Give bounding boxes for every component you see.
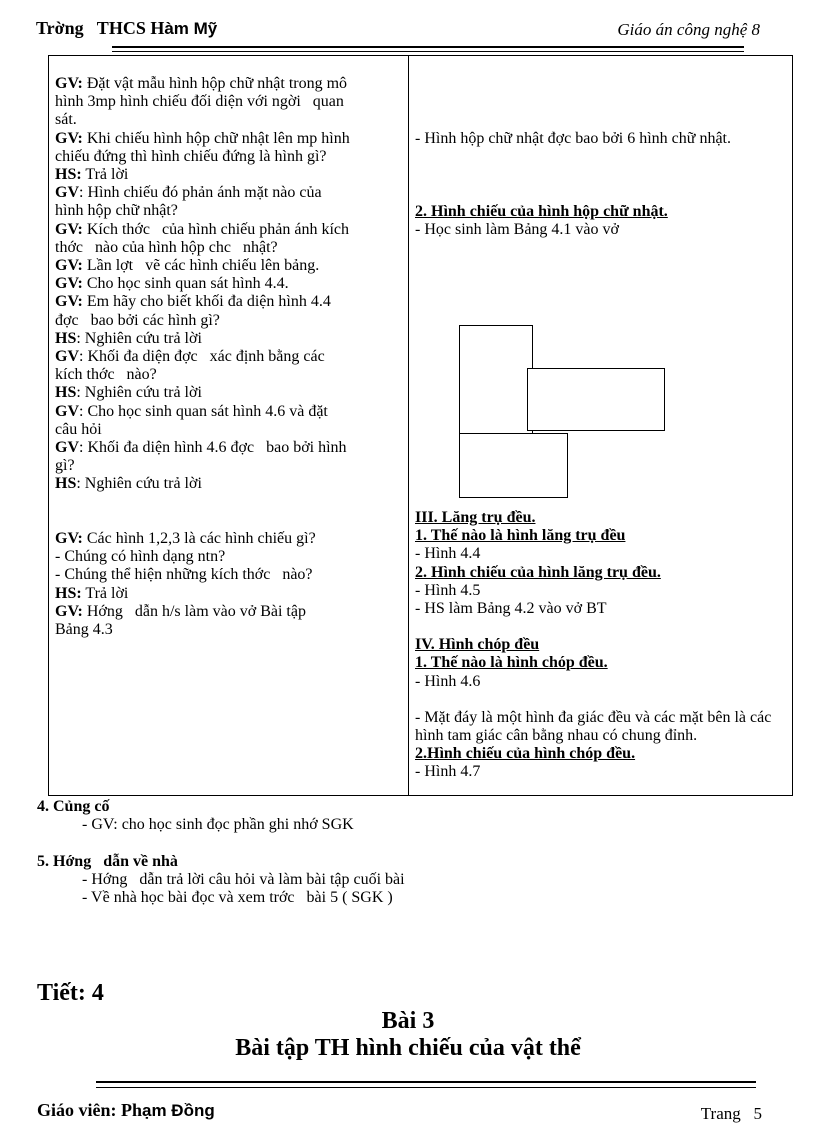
activity-line: [55, 93, 400, 111]
activity-line: [55, 75, 400, 93]
activity-line: [55, 348, 400, 366]
activity-text: Kích thớc của hình chiếu phản ánh kích: [82, 220, 350, 238]
activity-line: [55, 475, 400, 493]
lesson-title: Bài tập TH hình chiếu của vật thể: [235, 1035, 581, 1061]
speaker-label: GV: [55, 439, 79, 457]
activity-line: [55, 403, 400, 421]
activity-line: [55, 221, 400, 239]
activity-line: [55, 275, 400, 293]
speaker-label: HS: [55, 475, 77, 493]
front-view-rectangle: [459, 325, 533, 437]
header-school: [36, 18, 217, 39]
header-rule: [112, 46, 744, 48]
activity-text: : Hình chiếu đó phản ánh mặt nào của: [79, 184, 322, 202]
figure-4-6: - Hình 4.6: [415, 672, 481, 690]
activity-text: Lần lợt vẽ các hình chiếu lên bảng.: [82, 257, 320, 275]
activity-line: [55, 603, 400, 621]
activity-line: [55, 166, 400, 184]
speaker-label: GV: [55, 348, 79, 366]
consolidation-section: [37, 798, 354, 834]
speaker-label: GV: [55, 402, 79, 420]
lesson-heading: [0, 1008, 816, 1062]
activity-line: [55, 366, 400, 384]
activity-line: [55, 621, 400, 639]
activity-text: : Khối đa diện hình 4.6 đợc bao bởi hình: [79, 439, 347, 457]
figure-4-4: - Hình 4.4: [415, 545, 481, 563]
table-column-divider: [408, 55, 409, 796]
activity-line: [55, 566, 400, 584]
activity-text: hình hộp chữ nhật?: [55, 202, 178, 220]
footer-rule: [96, 1081, 756, 1083]
activity-text: Đặt vật mẫu hình hộp chữ nhật trong mô: [82, 75, 348, 92]
homework-title: 5. Hớng dẫn về nhà: [37, 853, 178, 870]
speaker-label: GV:: [55, 293, 83, 311]
student-content-column: [415, 130, 787, 240]
activity-line: [55, 293, 400, 311]
activity-text: sát.: [55, 111, 77, 129]
activity-line: [55, 148, 400, 166]
figure-4-7: - Hình 4.7: [415, 763, 481, 781]
activity-text: Các hình 1,2,3 là các hình chiếu gì?: [82, 530, 316, 548]
heading-box-projection: 2. Hình chiếu của hình hộp chữ nhật.: [415, 203, 668, 221]
activity-text: Trả lời: [81, 166, 129, 184]
activity-line: [55, 384, 400, 402]
activity-line: [55, 548, 400, 566]
activity-line: [55, 130, 400, 148]
figure-4-5: - Hình 4.5: [415, 581, 481, 599]
activity-text: hình 3mp hình chiếu đối diện với ngời quan: [55, 93, 344, 111]
heading-regular-pyramid: IV. Hình chóp đều: [415, 636, 540, 654]
activity-line: [55, 421, 400, 439]
header-subject: Giáo án công nghệ 8: [617, 20, 760, 39]
speaker-label: GV:: [55, 275, 83, 293]
activity-line: [55, 312, 400, 330]
prism-pyramid-section: [415, 509, 787, 782]
activity-line: [55, 330, 400, 348]
activity-text: Hớng dẫn h/s làm vào vở Bài tập: [82, 602, 306, 620]
side-view-rectangle: [527, 368, 665, 431]
speaker-label: GV:: [55, 257, 83, 275]
heading-what-is-pyramid: 1. Thế nào là hình chóp đều.: [415, 654, 608, 672]
top-view-rectangle: [459, 433, 568, 498]
consolidation-title: 4. Củng cố: [37, 798, 110, 815]
heading-what-is-prism: 1. Thế nào là hình lăng trụ đều: [415, 527, 626, 545]
activity-text: câu hỏi: [55, 420, 102, 438]
speaker-label: GV:: [55, 530, 83, 548]
footer-page-number: Trang 5: [700, 1104, 762, 1123]
activity-text: chiếu đứng thì hình chiếu đứng là hình gì?: [55, 147, 327, 165]
task-table-4-1: - Học sinh làm Bảng 4.1 vào vở: [415, 221, 619, 239]
speaker-label: HS: [55, 384, 77, 402]
activity-text: thớc nào của hình hộp chc nhật?: [55, 238, 278, 256]
task-table-4-2: - HS làm Bảng 4.2 vào vở BT: [415, 600, 607, 618]
activity-text: đợc bao bởi các hình gì?: [55, 311, 220, 329]
speaker-label: GV: [55, 184, 79, 202]
activity-text: Cho học sinh quan sát hình 4.4.: [82, 275, 289, 293]
heading-regular-prism: III. Lăng trụ đều.: [415, 509, 536, 526]
activity-text: kích thớc nào?: [55, 366, 157, 384]
homework-item-1: - Hớng dẫn trả lời câu hỏi và làm bài tập cuối bài: [82, 871, 405, 888]
activity-text: - Chúng thể hiện những kích thớc nào?: [55, 566, 313, 584]
activity-text: : Khối đa diện đợc xác định bằng các: [79, 348, 325, 366]
activity-line: [55, 257, 400, 275]
header-rule-thin: [112, 51, 744, 52]
activity-text: : Nghiên cứu trả lời: [76, 384, 202, 402]
homework-section: [37, 853, 405, 907]
activity-text: : Cho học sinh quan sát hình 4.6 và đặt: [79, 402, 328, 420]
activity-line: [55, 530, 400, 548]
activity-text: : Nghiên cứu trả lời: [76, 475, 202, 493]
heading-prism-projection: 2. Hình chiếu của hình lăng trụ đều.: [415, 563, 661, 581]
speaker-label: HS: [55, 329, 77, 347]
consolidation-item: - GV: cho học sinh đọc phần ghi nhớ SGK: [82, 816, 354, 833]
box-intro: - Hình hộp chữ nhật đợc bao bởi 6 hình chữ nhật.: [415, 130, 731, 147]
activity-line: [55, 184, 400, 202]
activity-line: [55, 111, 400, 129]
speaker-label: GV:: [55, 129, 83, 147]
activity-text: - Chúng có hình dạng ntn?: [55, 548, 226, 566]
footer-teacher-suffix: ạm Đồng: [142, 1101, 215, 1120]
speaker-label: GV:: [55, 220, 83, 238]
speaker-label: GV:: [55, 602, 83, 620]
activity-line: [55, 457, 400, 475]
activity-text: Trả lời: [81, 584, 129, 602]
lesson-period: Tiết: 4: [37, 980, 104, 1006]
activity-line: [55, 494, 400, 512]
footer-teacher-prefix: Giáo viên: Ph: [37, 1100, 143, 1120]
heading-pyramid-projection: 2.Hình chiếu của hình chóp đều.: [415, 745, 636, 763]
homework-item-2: - Về nhà học bài đọc và xem trớc bài 5 ( SGK ): [82, 889, 393, 906]
header-school-prefix: Trờng THCS H: [36, 18, 165, 38]
teacher-activity-column: [55, 75, 400, 639]
speaker-label: HS:: [55, 584, 82, 602]
activity-text: gì?: [55, 457, 75, 475]
footer-teacher: [37, 1100, 215, 1121]
pyramid-description: - Mặt đáy là một hình đa giác đều và các mặt bên là các hình tam giác cân bằng nhau có chung đỉnh.: [415, 708, 772, 745]
activity-line: [55, 439, 400, 457]
activity-line: [55, 239, 400, 257]
activity-line: [55, 202, 400, 220]
activity-line: [55, 585, 400, 603]
activity-line: [55, 512, 400, 530]
lesson-number: Bài 3: [381, 1008, 435, 1034]
footer-rule-thin: [96, 1087, 756, 1088]
activity-text: Khi chiếu hình hộp chữ nhật lên mp hình: [82, 129, 350, 147]
speaker-label: HS:: [55, 166, 82, 184]
activity-text: Em hãy cho biết khối đa diện hình 4.4: [82, 293, 331, 311]
activity-text: : Nghiên cứu trả lời: [76, 329, 202, 347]
activity-text: Bảng 4.3: [55, 621, 113, 639]
header-school-suffix: àm Mỹ: [164, 19, 218, 38]
speaker-label: GV:: [55, 75, 83, 92]
